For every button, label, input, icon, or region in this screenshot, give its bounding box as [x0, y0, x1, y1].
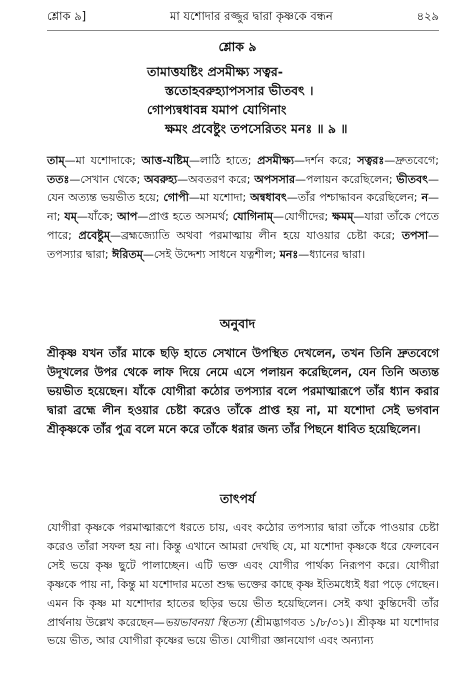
word-for-word-synonyms: তাম্—মা যশোদাকে; আত্ত-যষ্টিম্—লাঠি হাতে; প্রসমীক্ষ্য—দর্শন করে; সত্বরঃ—দ্রুতবেগে; ততঃ—সেখান থেকে; অবরুহ্য—অবতরণ করে; অপসসার—পলায়ন করেছিলেন; ভীতবৎ—যেন অত্যন্ত ভয়ভীত হয়ে; গোপী—মা যশোদা; অন্বধাবৎ—তাঁর পশ্চাদ্ধাবন করেছিলেন; ন—না; যম্—যাঁকে; আপ—প্রাপ্ত হতে অসমর্থ; যোগিনাম্—যোগীদের; ক্ষমম্—যারা তাঁকে পেতে পারে; প্রবেষ্টুম্—ব্রহ্মজ্যোতি অথবা পরমাত্মায় লীন হয়ে যাওয়ার চেষ্টা করে; তপসা—তপস্যার দ্বারা; ঈরিতম্—সেই উদ্দেশ্য সাধনে যত্নশীল; মনঃ—ধ্যানের দ্বারা। [47, 154, 440, 261]
synonym-meaning: পলায়ন করেছিলেন; [306, 172, 393, 186]
synonym-term: যোগিনাম্ [232, 210, 273, 224]
verse-number: শ্লোক ৯ [218, 39, 257, 54]
purport-body-continued: শ্রীকৃষ্ণ মা যশোদার ভয়ে ভীত, আর যোগীরা কৃষ্ণের ভয়ে ভীত। যোগীরা জ্ঞানযোগ এবং অন্যান্য [47, 615, 439, 648]
synonym-term: প্রবেষ্টুম্ [78, 228, 110, 242]
page-number: ৪২৯ [416, 9, 439, 23]
synonym-term: গোপী [163, 191, 189, 205]
verse-line: গোপ্যন্বধাবন্ন যমাপ যোগিনাং [147, 102, 287, 117]
synonym-meaning: যাঁকে; [87, 210, 114, 224]
synonym-term: মনঃ [279, 247, 299, 261]
synonym-term: তপসা [401, 228, 429, 242]
synonym-meaning: সেই উদ্দেশ্য সাধনে যত্নশীল; [153, 247, 277, 261]
synonym-meaning: মা যশোদাকে; [75, 154, 136, 167]
synonym-meaning: দর্শন করে; [305, 154, 352, 167]
verse-block [0, 39, 475, 138]
synonym-term: আত্ত-যষ্টিম্ [141, 154, 189, 167]
synonym-term: অবরুহ্য [144, 172, 178, 186]
synonym-meaning: অবতরণ করে; [188, 172, 251, 186]
synonym-term: প্রসমীক্ষ্য [257, 154, 295, 167]
header-chapter-title: মা যশোদার রজ্জুর দ্বারা কৃষ্ণকে বন্ধন [170, 9, 333, 23]
synonym-term: ঈরিতম্ [112, 247, 143, 261]
synonym-meaning: তপস্যার দ্বারা; [47, 247, 109, 261]
header-verse-ref: শ্লোক ৯] [47, 9, 87, 23]
purport-reference: (শ্রীমদ্ভাগবত ১/৮/৩১)। [246, 615, 354, 629]
purport-quote: ভয়ভাবনয়া স্থিতস্য [164, 615, 247, 629]
synonym-meaning: যোগীদের; [283, 210, 329, 224]
synonym-term: অপসসার [254, 172, 296, 186]
synonym-meaning: প্রাপ্ত হতে অসমর্থ; [148, 210, 229, 224]
translation-text: শ্রীকৃষ্ণ যখন তাঁর মাকে ছড়ি হাতে সেখানে উপস্থিত দেখলেন, তখন তিনি দ্রুতবেগে উদূখলের উপর থেকে লাফ দিয়ে নেমে এসে পলায়ন করেছিলেন, যেন তিনি অত্যন্ত ভয়ভীত হয়েছেন। যাঁকে যোগীরা কঠোর তপস্যার বলে পরমাত্মারূপে তাঁর ধ্যান করার দ্বারা ব্রহ্মে লীন হওয়ার চেষ্টা করেও তাঁকে প্রাপ্ত হয় না, মা যশোদা সেই ভগবান শ্রীকৃষ্ণকে তাঁর পুত্র বলে মনে করে তাঁকে ধরার জন্য তাঁর পিছনে ধাবিত হয়েছিলেন। [47, 346, 439, 436]
synonym-term: ক্ষমম্ [332, 210, 354, 224]
synonym-term: অন্বধাবৎ [250, 191, 287, 205]
synonym-meaning: ধ্যানের দ্বারা। [309, 247, 366, 261]
synonym-term: আপ [117, 210, 138, 224]
verse-line: তামাত্তযষ্টিং প্রসমীক্ষ্য সত্বর- [147, 64, 283, 79]
purport-text [47, 519, 439, 651]
verse-line: ক্ষমং প্রবেষ্টুং তপসেরিতং মনঃ ॥ ৯ ॥ [165, 121, 348, 136]
verse-line: স্ততোহবরুহ্যাপসসার ভীতবৎ । [165, 83, 314, 98]
purport-heading: তাৎপর্য [219, 491, 256, 506]
purport-body: যোগীরা কৃষ্ণকে পরমাত্মারূপে ধরতে চায়, এবং কঠোর তপস্যার দ্বারা তাঁকে পাওয়ার চেষ্টা করেও তাঁরা সফল হয় না। কিন্তু এখানে আমরা দেখছি যে, মা যশোদা কৃষ্ণকে ধরে ফেলবেন সেই ভয়ে কৃষ্ণ ছুটে পালাচ্ছেন। এটি ভক্ত এবং যোগীর পার্থক্য নিরূপণ করে। যোগীরা কৃষ্ণকে পায় না, কিন্তু মা যশোদার মতো শুদ্ধ ভক্তের কাছে কৃষ্ণ ইতিমধ্যেই ধরা পড়ে গেছেন। এমন কি কৃষ্ণ মা যশোদার হাতের ছড়ির ভয়ে ভীত হয়েছিলেন। সেই কথা কুন্তিদেবী তাঁর প্রার্থনায় উল্লেখ করেছেন— [47, 521, 439, 629]
synonym-term: ন [421, 191, 429, 205]
synonym-meaning: যারা তাঁকে পেতে পারে; [47, 210, 440, 242]
synonym-meaning: সেখান থেকে; [80, 172, 141, 186]
synonym-meaning: না; [47, 210, 61, 224]
synonym-term: ততঃ [47, 172, 70, 186]
translation-heading: অনুবাদ [219, 316, 256, 331]
running-header [47, 8, 439, 31]
synonym-term: যম্ [64, 210, 77, 224]
synonym-meaning: লাঠি হাতে; [200, 154, 252, 167]
synonym-term: ভীতবৎ [396, 172, 428, 186]
synonym-term: সত্বরঃ [357, 154, 385, 167]
synonym-meaning: তাঁর পশ্চাদ্ধাবন করেছিলেন; [297, 191, 418, 205]
synonym-meaning: মা যশোদা; [199, 191, 247, 205]
synonym-term: তাম্ [47, 154, 65, 167]
synonym-meaning: দ্রুতবেগে; [395, 154, 440, 167]
synonym-meaning: যেন অত্যন্ত ভয়ভীত হয়ে; [47, 191, 160, 205]
synonym-meaning: ব্রহ্মজ্যোতি অথবা পরমাত্মায় লীন হয়ে যাওয়ার চেষ্টা করে; [120, 228, 396, 242]
